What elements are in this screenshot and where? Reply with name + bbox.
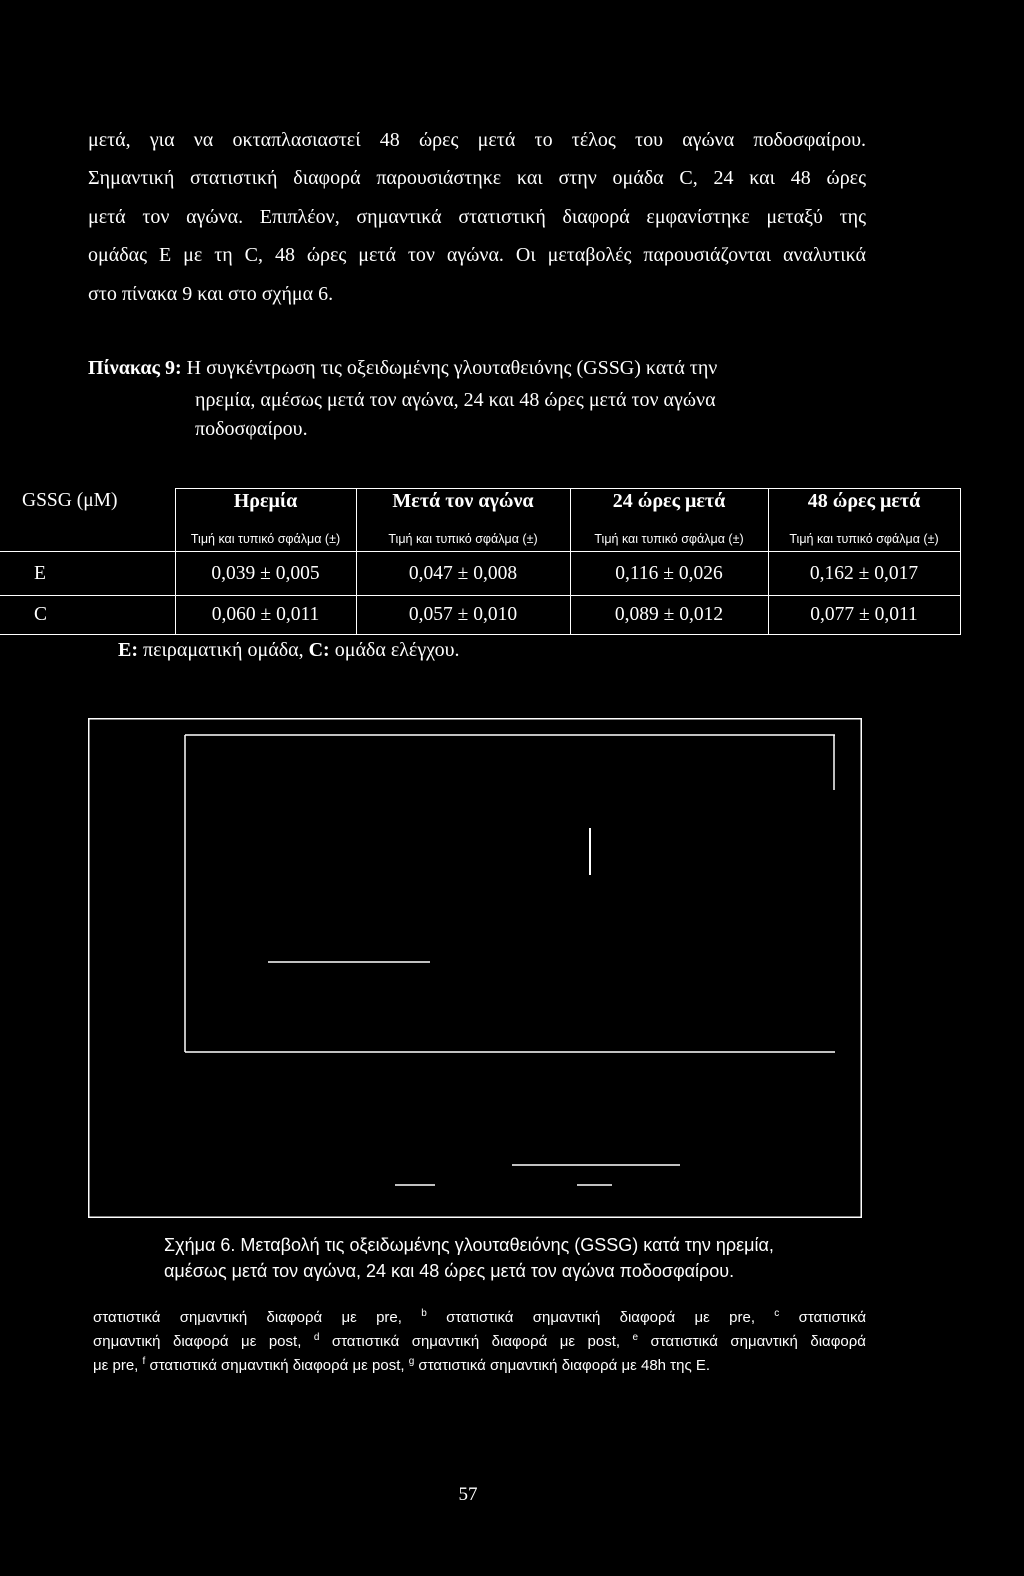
figure-outer-frame: [89, 719, 862, 1218]
footnote-marker: c: [774, 1308, 780, 1319]
table-caption-line: ηρεμία, αμέσως μετά τον αγώνα, 24 και 48 ώρες μετά τον αγώνα: [195, 389, 716, 411]
cell-value: 0,047 ± 0,008: [356, 552, 570, 596]
paragraph-line: Σημαντική στατιστική διαφορά παρουσιάστηκε και στην ομάδα C, 24 και 48 ώρες: [88, 167, 866, 189]
figure-caption-line: αμέσως μετά τον αγώνα, 24 και 48 ώρες μετά τον αγώνα ποδοσφαίρου.: [164, 1261, 735, 1281]
footnote-text: στατιστικά σημαντική διαφορά: [638, 1333, 866, 1350]
column-subtitle: Τιμή και τυπικό σφάλμα (±): [789, 532, 939, 546]
table-row: [0, 552, 960, 596]
column-subtitle: Τιμή και τυπικό σφάλμα (±): [388, 532, 538, 546]
cell-value: 0,057 ± 0,010: [356, 596, 570, 635]
column-title: Μετά τον αγώνα: [392, 490, 534, 512]
note-e-label: Ε:: [118, 639, 138, 661]
table-column-header: [175, 489, 356, 552]
footnote-text: στατιστικά σημαντική διαφορά με post,: [145, 1357, 409, 1374]
table-legend-note: [118, 638, 460, 662]
cell-value: 0,089 ± 0,012: [570, 596, 768, 635]
footnote-text: με pre,: [93, 1357, 143, 1374]
footnote-line: [93, 1332, 866, 1352]
table-header-row: [0, 489, 960, 552]
footnote-text: στατιστικά: [779, 1309, 866, 1326]
footnote-marker: f: [142, 1356, 146, 1367]
figure-caption-line: Σχήμα 6. Μεταβολή τις οξειδωμένης γλουταθειόνης (GSSG) κατά την ηρεμία,: [164, 1235, 774, 1255]
footnote-text: στατιστικά σημαντική διαφορά με post,: [319, 1333, 633, 1350]
table-column-header: [768, 489, 960, 552]
footnote-line: [93, 1308, 866, 1328]
paragraph-line: μετά τον αγώνα. Επιπλέον, σημαντικά στατιστική διαφορά εμφανίστηκε μεταξύ της: [88, 206, 866, 228]
paragraph-line: στο πίνακα 9 και στο σχήμα 6.: [88, 283, 334, 305]
note-c-label: C:: [308, 639, 330, 661]
gssg-table: [0, 488, 961, 635]
table-row-header-label: GSSG (μM): [22, 489, 118, 511]
table-column-header: [356, 489, 570, 552]
page-number: 57: [458, 1484, 478, 1505]
column-title: 24 ώρες μετά: [612, 490, 726, 512]
table-row-header-cell: [0, 489, 175, 552]
group-label: Ε: [0, 552, 175, 596]
cell-value: 0,162 ± 0,017: [768, 552, 960, 596]
footnote-marker: g: [408, 1356, 415, 1367]
cell-value: 0,060 ± 0,011: [175, 596, 356, 635]
table-row: [0, 596, 960, 635]
footnote-marker: d: [313, 1332, 320, 1343]
column-subtitle: Τιμή και τυπικό σφάλμα (±): [190, 532, 341, 546]
group-label: C: [0, 596, 175, 635]
table-caption-line: [88, 355, 717, 381]
table-caption-label: Πίνακας 9:: [88, 357, 182, 379]
table-column-header: [570, 489, 768, 552]
table-caption-line: ποδοσφαίρου.: [195, 418, 308, 440]
column-subtitle: Τιμή και τυπικό σφάλμα (±): [594, 532, 744, 546]
cell-value: 0,077 ± 0,011: [768, 596, 960, 635]
footnote-marker: b: [421, 1308, 427, 1319]
note-c-text: ομάδα ελέγχου.: [334, 639, 460, 661]
figure-6: [88, 718, 862, 1218]
footnote-text: στατιστικά σημαντική διαφορά με pre,: [93, 1309, 422, 1326]
paragraph-line: μετά, για να οκταπλασιαστεί 48 ώρες μετά το τέλος του αγώνα ποδοσφαίρου.: [88, 129, 866, 151]
note-e-text: πειραματική ομάδα,: [143, 639, 304, 661]
footnote-line: [93, 1356, 866, 1376]
footnote-marker: e: [632, 1332, 639, 1343]
footnote-text: στατιστικά σημαντική διαφορά με 48h της Ε.: [414, 1357, 711, 1374]
column-title: 48 ώρες μετά: [807, 490, 921, 512]
cell-value: 0,039 ± 0,005: [175, 552, 356, 596]
footnote-text: στατιστικά σημαντική διαφορά με pre,: [426, 1309, 775, 1326]
paragraph-line: ομάδας Ε με τη C, 48 ώρες μετά τον αγώνα. Οι μεταβολές παρουσιάζονται αναλυτικά: [88, 244, 866, 266]
column-title: Ηρεμία: [233, 490, 298, 512]
table-caption-text: Η συγκέντρωση τις οξειδωμένης γλουταθειόνης (GSSG) κατά την: [186, 357, 718, 379]
cell-value: 0,116 ± 0,026: [570, 552, 768, 596]
footnote-text: σημαντική διαφορά με post,: [93, 1333, 314, 1350]
